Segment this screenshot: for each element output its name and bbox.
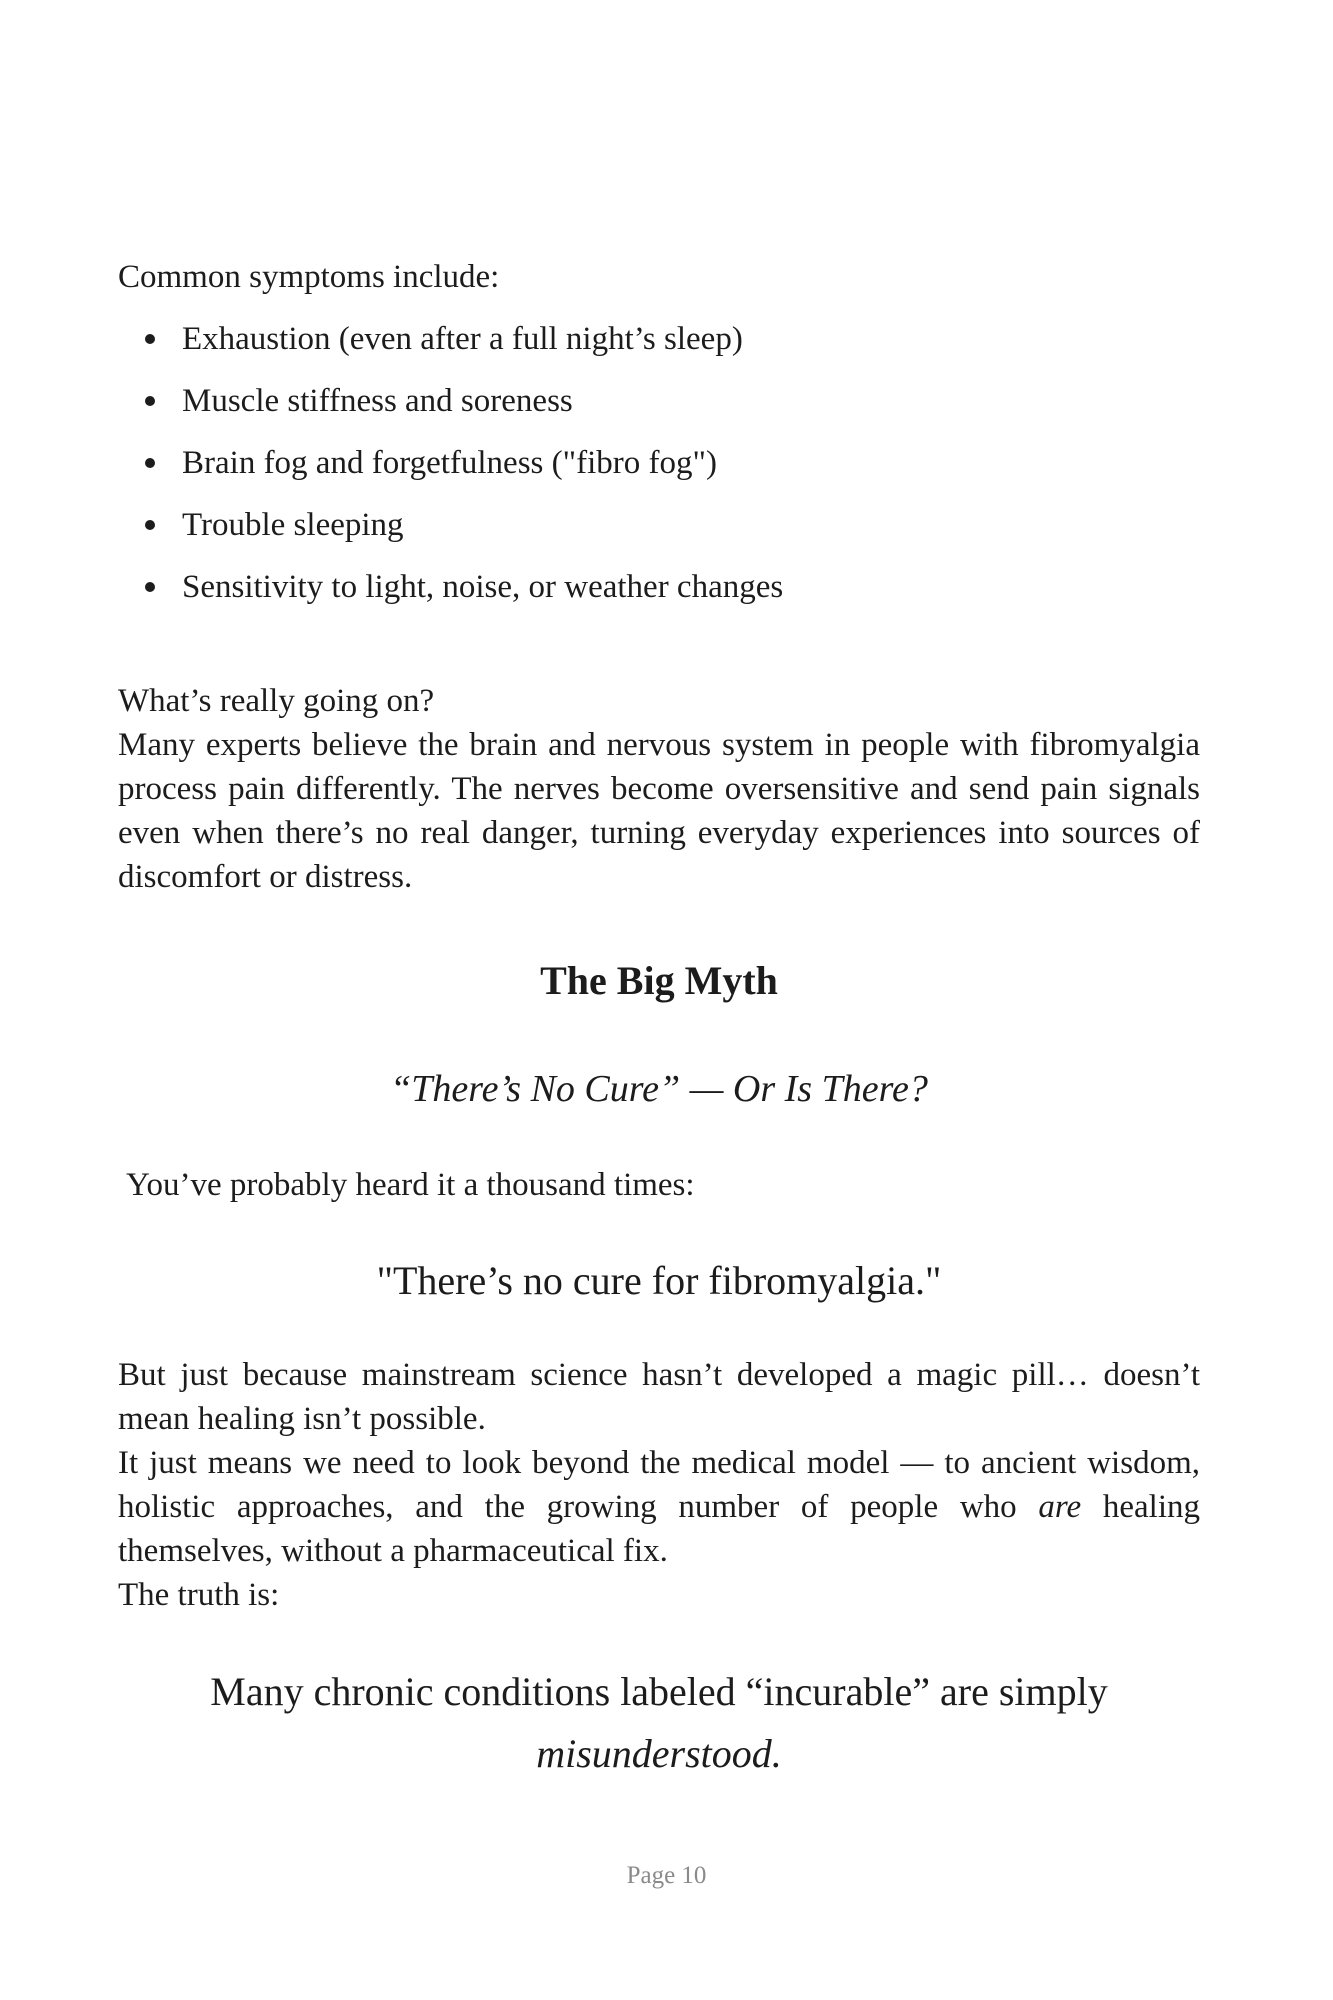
explanation-paragraph: Many experts believe the brain and nervous system in people with fibromyalgia process pain differently. The nerves become oversensitive and send pain signals even when there’s no real danger, turning everyday experiences into sources of discomfort or distress. <box>118 727 1200 895</box>
bullet-icon <box>145 582 155 592</box>
symptoms-intro: Common symptoms include: <box>118 259 500 295</box>
list-item-text: Exhaustion (even after a full night’s sleep) <box>182 321 743 357</box>
page-number: Page 10 <box>626 1862 707 1889</box>
question-text: What’s really going on? <box>118 683 435 719</box>
paragraph-it-end: healing themselves, without a pharmaceutical fix. <box>118 1489 1200 1569</box>
callout-line: Many chronic conditions labeled “incurable” are simply <box>210 1669 1108 1714</box>
callout-emphasis: misunderstood. <box>536 1731 782 1776</box>
list-item <box>118 565 1200 609</box>
list-item-text: Trouble sleeping <box>182 507 404 543</box>
lead-text: You’ve probably heard it a thousand times: <box>126 1167 695 1203</box>
pull-quote: "There’s no cure for fibromyalgia." <box>376 1258 942 1303</box>
paragraph-it-start: It just means we need to look beyond the medical model — to ancient wisdom, holistic approaches, and the growing number of people who <box>118 1445 1200 1525</box>
symptoms-list <box>118 317 1200 609</box>
section-heading: The Big Myth <box>540 958 778 1003</box>
section-subheading: “There’s No Cure” — Or Is There? <box>390 1068 928 1110</box>
bullet-icon <box>145 458 155 468</box>
list-item <box>118 379 1200 423</box>
list-item <box>118 503 1200 547</box>
truth-intro: The truth is: <box>118 1577 280 1613</box>
bullet-icon <box>145 334 155 344</box>
list-item <box>118 441 1200 485</box>
body-paragraph <box>118 1353 1200 1573</box>
page-content <box>118 255 1200 1785</box>
list-item-text: Muscle stiffness and soreness <box>182 383 573 419</box>
bullet-icon <box>145 520 155 530</box>
list-item <box>118 317 1200 361</box>
callout-statement <box>118 1661 1200 1785</box>
list-item-text: Brain fog and forgetfulness ("fibro fog") <box>182 445 717 481</box>
paragraph-but: But just because mainstream science hasn’t developed a magic pill… doesn’t mean healing isn’t possible. <box>118 1357 1200 1437</box>
list-item-text: Sensitivity to light, noise, or weather changes <box>182 569 784 605</box>
bullet-icon <box>145 396 155 406</box>
emphasis-are: are <box>1038 1489 1082 1525</box>
